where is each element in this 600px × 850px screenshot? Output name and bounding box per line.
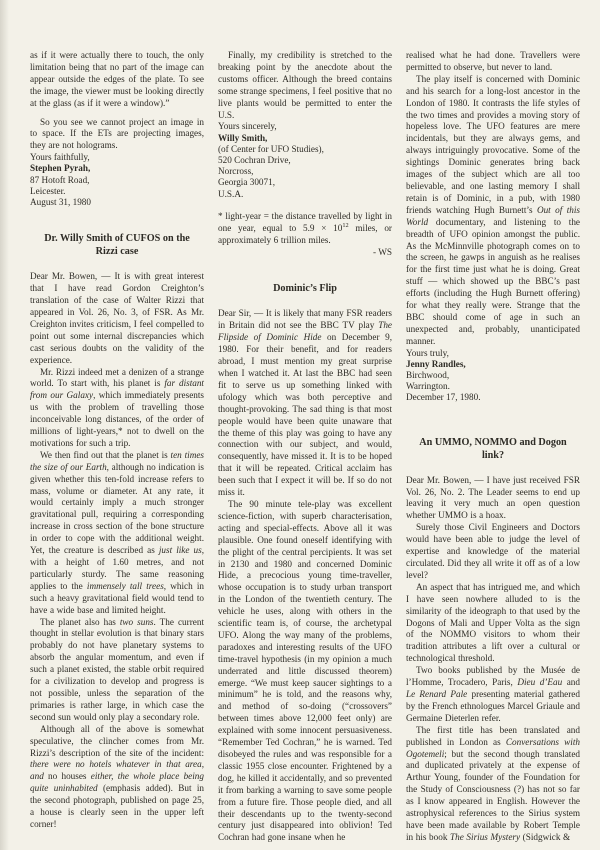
paragraph: The play itself is concerned with Dominic and his search for a long-lost ancestor in the London of 1980. It contrasts the life styles of the two times and provides a moving story of hopeless love. The UFO features are mere incidentals, but they are always gems, and always intriguingly provocative. Some of the sightings Dominic generates bring back images of the subject which are all too believable, and one lasting memory I shall retain is of Dominic, in a pub, with 1980 friends watching Hugh Burnett’s Out of this World documentary, and listening to the breadth of UFO opinion amongst the public. As the McMinnville photograph comes on to the screen, he gawps in anguish as he realises for the first time just what he is doing. Great stuff — which showed up the BBC’s past efforts (including the Hugh Burnett offering) for what they really were. Strange that the BBC should come of age in such an unexpected and, probably, unanticipated manner. [406,73,580,346]
paragraph: Finally, my credibility is stretched to the breaking point by the anecdote about the customs officer. Although the breed contains some strange specimens, I feel positive that no live plants would be permitted to enter the U.S. [218,50,392,120]
signature-line: December 17, 1980. [406,392,481,403]
paragraph: Surely those Civil Engineers and Doctors would have been able to judge the level of expertise and knowledge of the material circulated. Did they all write it off as of a low level? [406,522,580,580]
signature-line: Yours truly, [406,347,449,358]
signature-line: U.S.A. [218,188,244,199]
paragraph: We then find out that the planet is ten times the size of our Earth, although no indication is given whether this ten-fold increase refers to mass, volume or diameter. At any rate, it would certainly imply a much stronger gravitational pull, requiring a corresponding increase in cross section of the bone structure in order to cope with the additional weight. Yet, the creature is described as just like us, with a height of 1.60 metres, and not particularly sturdy. The same reasoning applies to the immensely tall trees, which in such a heavy gravitational field would tend to have a wide base and limited height. [30,449,204,615]
column-right [406,50,580,850]
signature-line: August 31, 1980 [30,197,91,208]
paragraph: as if it were actually there to touch, the only limitation being that no part of the image can appear outside the edges of the plate. To see the image, the viewer must be looking directly at the glass (as if it were a window).” [30,50,204,108]
footnote-attribution: - WS [373,246,392,257]
signature-line: Birchwood, [406,370,450,381]
column-middle [218,50,392,850]
letter-heading: Dr. Willy Smith of CUFOS on the Rizzi case [44,233,190,258]
signature-block [406,348,580,404]
paragraph: Two books published by the Musée de l’Homme, Trocadero, Paris, Dieu d’Eau and Le Renard Pale presenting material gathered by the French ethnologues Marcel Griaule and Germaine Dieterlen refer. [406,665,580,723]
signature-line: Norcross, [218,166,254,177]
paragraph: The planet also has two suns. The current thought in stellar evolution is that binary stars probably do not have planetary systems to absorb the angular momentum, and even if such a planet existed, the stable orbit required for a civilization to develop and progress is not possible, unless the separation of the primaries is rather large, in which case the second sun would only play a secondary role. [30,616,204,722]
signature-line: 87 Hotoft Road, [30,174,90,185]
paragraph: So you see we cannot project an image in to space. If the ETs are projecting images, they are not holograms. [30,116,204,151]
paragraph: An aspect that has intrigued me, and which I have seen nowhere alluded to is the similarity of the ideograph to that used by the Dogons of Mali and Upper Volta as the sign of the NOMMO visitors to whom their tradition attributes a lift over a cultural or technological threshold. [406,581,580,664]
letter-heading: An UMMO, NOMMO and Dogon link? [419,436,567,461]
paragraph: The first title has been translated and published in London as Conversations with Ogotemeli; but the second though translated and duplicated privately at the expense of Arthur Young, founder of the Foundation for the Study of Consciousness (?) has not so far as I know appeared in English. However the astrophysical references to the Sirius system have been made available by Robert Temple in his book The Sirius Mystery (Sidgwick & [406,724,580,842]
signature-name: Jenny Randles, [406,358,466,369]
signature-block [218,121,392,199]
paragraph: The 90 minute tele-play was excellent science-fiction, with superb characterisation, acting and special-effects. Above all it was plausible. One found oneself identifying with the plight of the central percipients. It was set in 2130 and 1980 and concerned Dominic Hide, a precocious young time-traveller, whose occupation is to study urban transport in the London of the twentieth century. The vehicle he uses, along with others in the scientific team is, of course, the archetypal UFO. Along the way many of the problems, paradoxes and interesting results of the UFO time-travel hypothesis (in my opinion a much underrated and little discussed theorem) emerge. “We must keep saucer sightings to a minimum” he is told, and the reasons why, and method of so-doing (“crossovers” between times above 12,000 feet only) are explained with some innocent persuasiveness. “Remember Ted Cochran,” he is warned. Ted disobeyed the rules and was responsible for a classic 1955 close encounter. Frightened by a dog, he killed it accidentally, and so prevented it from barking a warning to save some people from a future fire. Those people died, and all their descendants up to the twenty-second century just disappeared into oblivion! Ted Cochran had gone insane when he [218,498,392,843]
paragraph: Although all of the above is somewhat speculative, the clincher comes from Mr. Rizzi’s description of the site of the incident: there were no hotels whatever in that area, and no houses either, the whole place being quite uninhabited (emphasis added). But in the second photograph, published on page 25, a house is clearly seen in the upper left corner! [30,723,205,829]
paragraph: Mr. Rizzi indeed met a denizen of a strange world. To start with, his planet is far distant from our Galaxy, which immediately presents us with the problem of travelling those inconceivable long distances, of the order of millions of light-years,* not to dwell on the motivations for such a trip. [30,366,204,448]
letter-heading: Dominic’s Flip [273,283,337,295]
signature-line: Leicester. [30,185,66,196]
signature-line: Georgia 30071, [218,177,275,188]
signature-line: 520 Cochran Drive, [218,155,291,166]
paragraph: Dear Sir, — It is likely that many FSR readers in Britain did not see the BBC TV play The Flipside of Dominic Hide on December 9, 1980. For their benefit, and for readers abroad, I must mention my great surprise when I watched it. At last the BBC had seen fit to serve us up something linked with ufology which was both perceptive and thought-provoking. The sad thing is that most people would have been quite unaware that the theme of this play was going to have any connection with our subject, and would, consequently, have missed it. It is to be hoped that it will be repeated. Critical acclaim has been such that I expect it will be. If so do not miss it. [218,308,392,498]
column-left [30,50,204,850]
signature-name: Willy Smith, [218,132,268,143]
paragraph: Dear Mr. Bowen, — I have just received FSR Vol. 26, No. 2. The Leader seems to end up leaving it very much an open question whether UMMO is a hoax. [406,474,580,521]
signature-line: Warrington. [406,381,450,392]
signature-block [30,152,204,208]
scan-gutter-shadow [0,0,9,850]
signature-line: Yours faithfully, [30,152,90,163]
signature-line: Yours sincerely, [218,121,277,132]
paragraph: Dear Mr. Bowen, — It is with great interest that I have read Gordon Creighton’s translation of the case of Walter Rizzi that appeared in Vol. 26, No. 3, of FSR. As Mr. Creighton invites criticism, I feel compelled to point out some internal discrepancies which cast serious doubts on the validity of the experience. [30,271,204,365]
signature-line: (of Center for UFO Studies), [218,143,324,154]
footnote: * light-year = the distance travelled by light in one year, equal to $5.9 \times 10^{12}$ miles, or approximately 6 trillion miles. [218,210,392,245]
paragraph: realised what he had done. Travellers were permitted to observe, but never to land. [406,50,580,72]
signature-name: Stephen Pyrah, [30,163,91,174]
